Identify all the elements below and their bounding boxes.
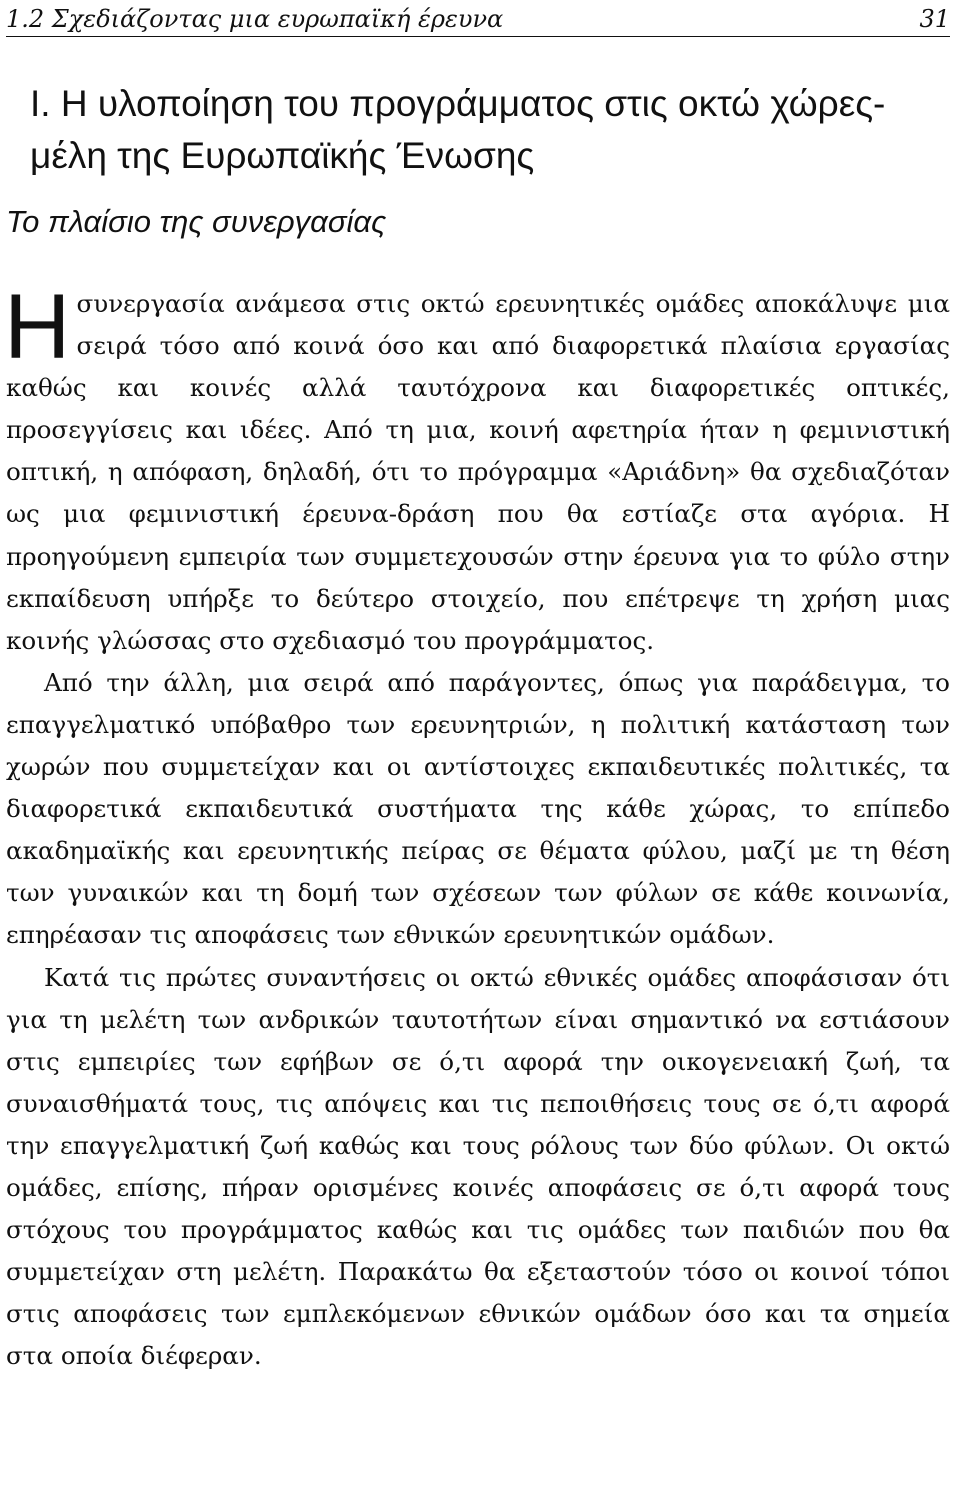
paragraph-1 xyxy=(4,276,950,662)
section-title: Το πλαίσιο της συνεργασίας xyxy=(6,204,387,239)
paragraph-1-text: συνεργασία ανάμεσα στις οκτώ ερευνητικές ομάδες αποκάλυψε μια σειρά τόσο από κοινά όσο και από διαφορετικά πλαίσια εργασίας καθώς και κοινές αλλά ταυτόχρονα και διαφορετικές οπτικές, προσεγγίσεις και ιδέες. Από τη μια, κοινή αφετηρία ήταν η φεμινιστική οπτική, η απόφαση, δηλαδή, ότι το πρόγραμμα «Αριάδνη» θα σχεδιαζόταν ως μια φεμινιστική έρευνα-δράση που θα εστίαζε στα αγόρια. Η προηγούμενη εμπειρία των συμμετεχουσών στην έρευνα για το φύλο στην εκπαίδευση υπήρξε το δεύτερο στοιχείο, που επέτρεψε τη χρήση μιας κοινής γλώσσας στο σχεδιασμό του προγράμματος. xyxy=(6,289,950,655)
running-header xyxy=(6,2,950,37)
header-section-title: 1.2 Σχεδιάζοντας μια ευρωπαϊκή έρευνα xyxy=(6,5,504,33)
paragraph-2: Από την άλλη, μια σειρά από παράγοντες, όπως για παράδειγμα, το επαγγελματικό υπόβαθρο των ερευνητριών, η πολιτική κατάσταση των χωρών που συμμετείχαν και οι αντίστοιχες εκπαιδευτικές πολιτικές, τα διαφορετικά εκπαιδευτικά συστήματα της κάθε χώρας, το επίπεδο ακαδημαϊκής και ερευνητικής πείρας σε θέματα φύλου, μαζί με τη θέση των γυναικών και τη δομή των σχέσεων των φύλων σε κάθε κοινωνία, επηρέασαν τις αποφάσεις των εθνικών ερευνητικών ομάδων. xyxy=(6,667,950,950)
body-text xyxy=(4,276,950,1377)
paragraph-3: Κατά τις πρώτες συναντήσεις οι οκτώ εθνικές ομάδες αποφάσισαν ότι για τη μελέτη των ανδρικών ταυτοτήτων είναι σημαντικό να εστιάσουν στις εμπειρίες των εφήβων σε ό,τι αφορά την οικογενειακή ζωή, τα συναισθήματά τους, τις απόψεις και τις πεποιθήσεις τους σε ό,τι αφορά την επαγγελματική ζωή καθώς και τους ρόλους των δύο φύλων. Οι οκτώ ομάδες, επίσης, πήραν ορισμένες κοινές αποφάσεις σε ό,τι αφορά τους στόχους του προγράμματος καθώς και τις ομάδες των παιδιών που θα συμμετείχαν στη μελέτη. Παρακάτω θα εξεταστούν τόσο οι κοινοί τόποι στις αποφάσεις των εμπλεκόμενων εθνικών ομάδων όσο και τα σημεία στα οποία διέφεραν. xyxy=(6,962,950,1371)
drop-cap: Η xyxy=(4,276,71,378)
page-number: 31 xyxy=(919,5,950,33)
chapter-title: I. Η υλοποίηση του προγράμματος στις οκτώ χώρες-μέλη της Ευρωπαϊκής Ένωσης xyxy=(30,83,886,176)
